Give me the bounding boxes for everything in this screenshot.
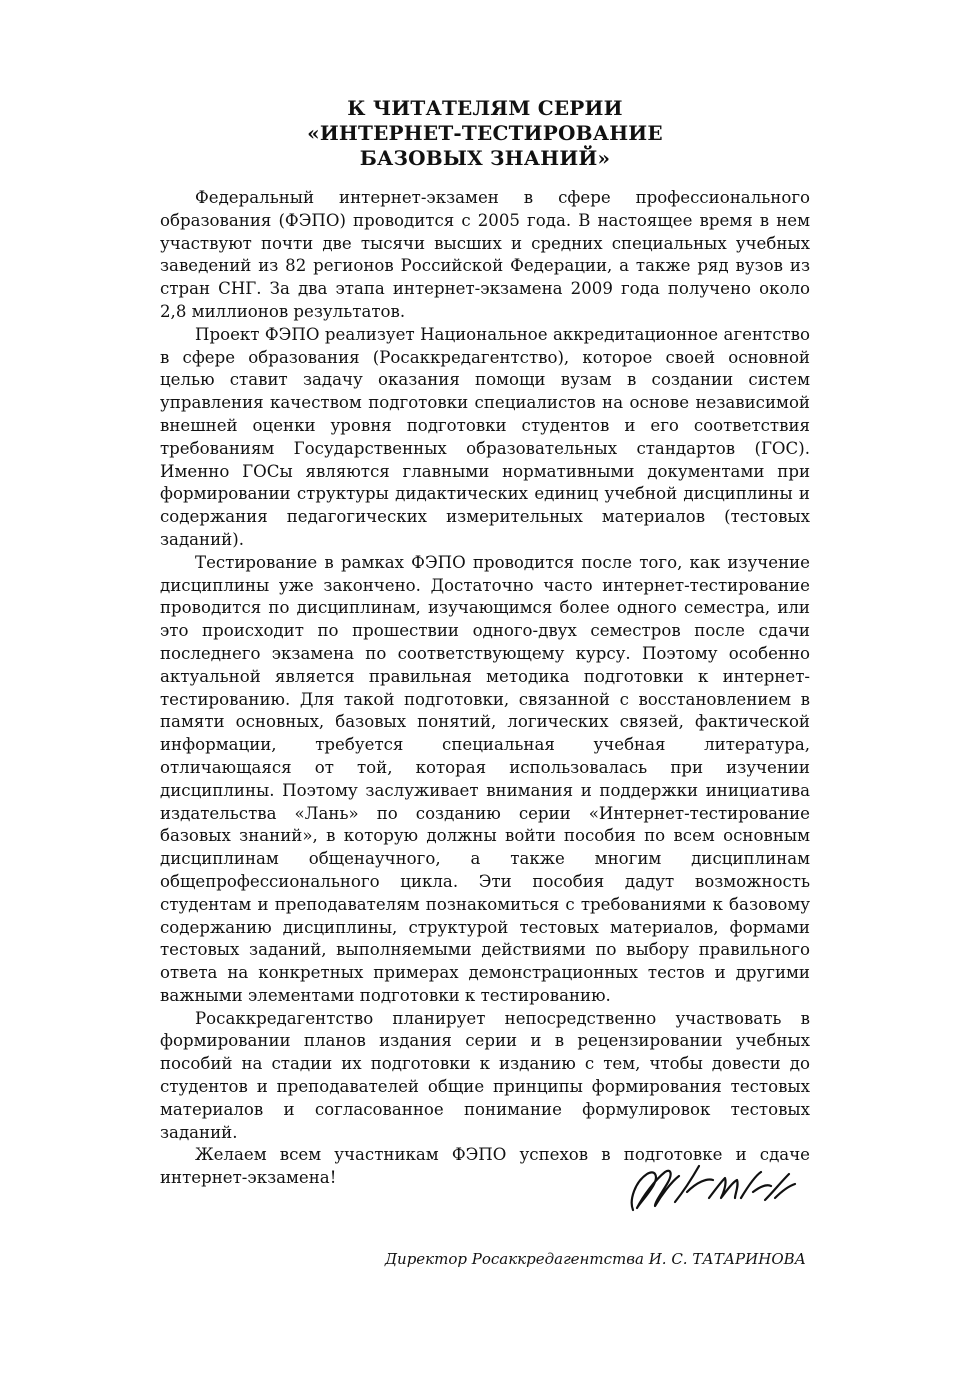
- paragraph-1: Федеральный интернет-экзамен в сфере профессионального образования (ФЭПО) проводится с 2005 года. В настоящее время в нем участвуют почти две тысячи высших и средних специальных учебных заведений из 82 регионов Российской Федерации, а также ряд вузов из стран СНГ. За два этапа интернет-экзамена 2009 года получено около 2,8 миллионов результатов.: [160, 188, 810, 321]
- title-line-1: К ЧИТАТЕЛЯМ СЕРИИ: [347, 96, 623, 120]
- signature-caption: Директор Росаккредагентства И. С. ТАТАРИНОВА: [384, 1250, 806, 1268]
- page-title: [160, 96, 810, 171]
- paragraph-3: Тестирование в рамках ФЭПО проводится после того, как изучение дисциплины уже закончено. Достаточно часто интернет-тестирование проводится по дисциплинам, изучающимся более одного семестра, или это происходит по прошествии одного-двух семестров после сдачи последнего экзамена по соответствующему курсу. Поэтому особенно актуальной является правильная методика подготовки к интернет-тестированию. Для такой подготовки, связанной с восстановлением в памяти основных, базовых понятий, логических связей, фактической информации, требуется специальная учебная литература, отличающаяся от той, которая использовалась при изучении дисциплины. Поэтому заслуживает внимания и поддержки инициатива издательства «Лань» по созданию серии «Интернет-тестирование базовых знаний», в которую должны войти пособия по всем основным дисциплинам общенаучного, а также многим дисциплинам общепрофессионального цикла. Эти пособия дадут возможность студентам и преподавателям познакомиться с требованиями к базовому содержанию дисциплины, структурой тестовых материалов, формами тестовых заданий, выполняемыми действиями по выбору правильного ответа на конкретных примерах демонстрационных тестов и другими важными элементами подготовки к тестированию.: [160, 552, 810, 1005]
- paragraph-2: Проект ФЭПО реализует Национальное аккредитационное агентство в сфере образования (Росаккредагентство), которое своей основной целью ставит задачу оказания помощи вузам в создании систем управления качеством подготовки специалистов на основе независимой внешней оценки уровня подготовки студентов и его соответствия требованиям Государственных образовательных стандартов (ГОС). Именно ГОСы являются главными нормативными документами при формировании структуры дидактических единиц учебной дисциплины и содержания педагогических измерительных материалов (тестовых заданий).: [160, 324, 810, 549]
- title-line-3: БАЗОВЫХ ЗНАНИЙ»: [359, 146, 611, 170]
- body-text: [160, 187, 810, 1190]
- title-line-2: «ИНТЕРНЕТ-ТЕСТИРОВАНИЕ: [307, 121, 663, 145]
- handwritten-signature: [625, 1152, 805, 1224]
- paragraph-4: Росаккредагентство планирует непосредственно участвовать в формировании планов издания серии и в рецензировании учебных пособий на стадии их подготовки к изданию с тем, чтобы довести до студентов и преподавателей общие принципы формирования тестовых материалов и согласованное понимание формулировок тестовых заданий.: [160, 1008, 810, 1142]
- paragraph-5: Желаем всем участникам ФЭПО успехов в подготовке и сдаче интернет-экзамена!: [160, 1145, 810, 1188]
- document-page: [160, 96, 810, 1190]
